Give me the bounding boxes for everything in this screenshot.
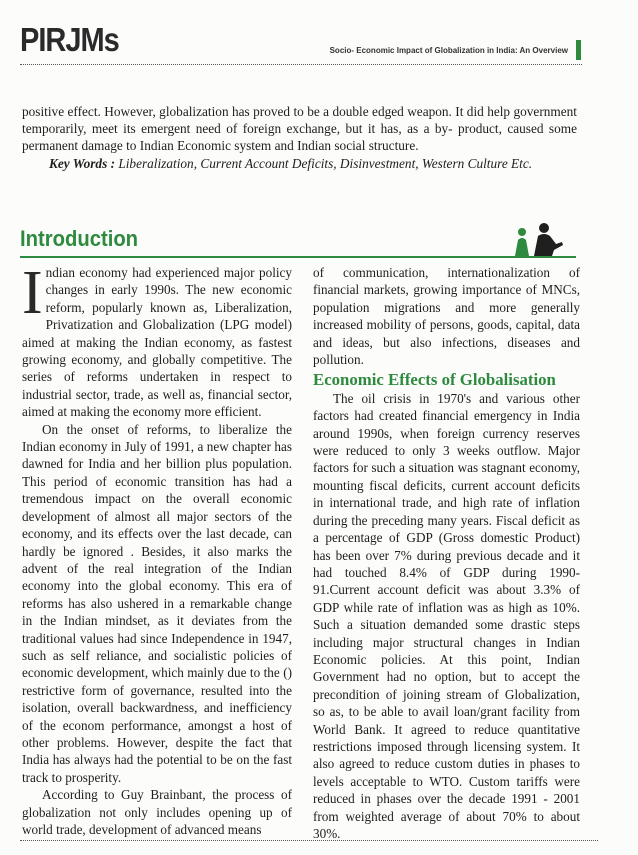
footer-divider <box>20 840 598 841</box>
header-divider <box>20 64 582 65</box>
right-paragraph-1: of communication, internationalization of financial markets, growing importance of MNCs, population migrations and more generally increased mobility of persons, goods, capital, data and ideas, but also infections, diseases and pollution. <box>313 265 580 368</box>
section-title: Introduction <box>20 226 139 251</box>
keywords-line <box>22 155 577 172</box>
intro-paragraph-3: According to Guy Brainbant, the process of globalization not only includes opening up of world trade, development of advanced means <box>22 787 292 837</box>
journal-logo: PIRJMs <box>20 22 119 59</box>
section-rule <box>20 256 576 258</box>
drop-cap: I <box>22 259 43 327</box>
keywords-label: Key Words : <box>49 156 115 171</box>
intro-paragraph-1 <box>22 259 292 421</box>
abstract-block <box>22 103 577 172</box>
intro-paragraph-1-text: ndian economy had experienced major policy changes in early 1990s. The new economic reform, popularly known as, Liberalization, Privatization and Globalization (LPG model) aimed at making the Indian economy, as fastest growing economy, and globally competitive. The series of reforms undertaken in respect to industrial sector, trade, as well as, financial sector, aimed at making the economy more efficient. <box>22 265 292 420</box>
people-icon <box>510 222 572 258</box>
keywords-text: Liberalization, Current Account Deficits, Disinvestment, Western Culture Etc. <box>118 156 533 171</box>
left-column <box>22 259 292 838</box>
intro-paragraph-2: On the onset of reforms, to liberalize the Indian economy in July of 1991, a new chapter has dawned for India and her billion plus population. This period of economic transition has had a tremendous impact on the overall economic development of almost all major sectors of the economy, and its effects over the last decade, can hardly be ignored . Besides, it also marks the advent of the real integration of the Indian economy into the global economy. This era of reforms has also ushered in a remarkable change in the Indian mindset, as it deviates from the traditional values had since Independence in 1947, such as self reliance, and socialistic policies of economic development, which mainly due to the () restrictive form of governance, resulted into the isolation, overall backwardness, and inefficiency of the econom performance, amongst a host of other problems. However, despite the fact that India has always had the potential to be on the fast track to prosperity. <box>22 421 292 785</box>
running-title: Socio- Economic Impact of Globalization in India: An Overview <box>329 46 568 55</box>
right-column <box>313 264 580 842</box>
subheading-economic-effects: Economic Effects of Globalisation <box>313 370 556 390</box>
right-paragraph-2: The oil crisis in 1970's and various other factors had created financial emergency in India around 1990s, when foreign currency reserves were reduced to only 3 weeks outflow. Major factors for such a situation was stagnant economy, mounting fiscal deficits, current account deficits in international trade, and high rate of inflation during the preceding many years. Fiscal deficit as a percentage of GDP (Gross domestic Product) has been over 7% during previous decade and it had touched 8.4% of GDP during 1990- 91.Current account deficit was about 3.3% of GDP while rate of inflation was as high as 10%. Such a situation demanded some drastic steps including major structural changes in Indian Economic policies. At this point, Indian Government had no option, but to accept the precondition of joining stream of Globalization, so as, to be able to avail loan/grant facility from World Bank. It agreed to reduce quantitative restrictions imposed through licensing system. It also agreed to reduce custom duties in phases to levels acceptable to WTO. Custom tariffs were reduced in phases over the decade 1991 - 2001 from weighted average of about 70% to about 30%. <box>313 390 580 841</box>
abstract-text: positive effect. However, globalization has proved to be a double edged weapon. It did help government temporarily, meet its emergent need of foreign exchange, but it has, as a by- product, caused some permanent damage to Indian Economic system and Indian social structure. <box>22 104 577 153</box>
header-accent-bar <box>576 40 581 60</box>
